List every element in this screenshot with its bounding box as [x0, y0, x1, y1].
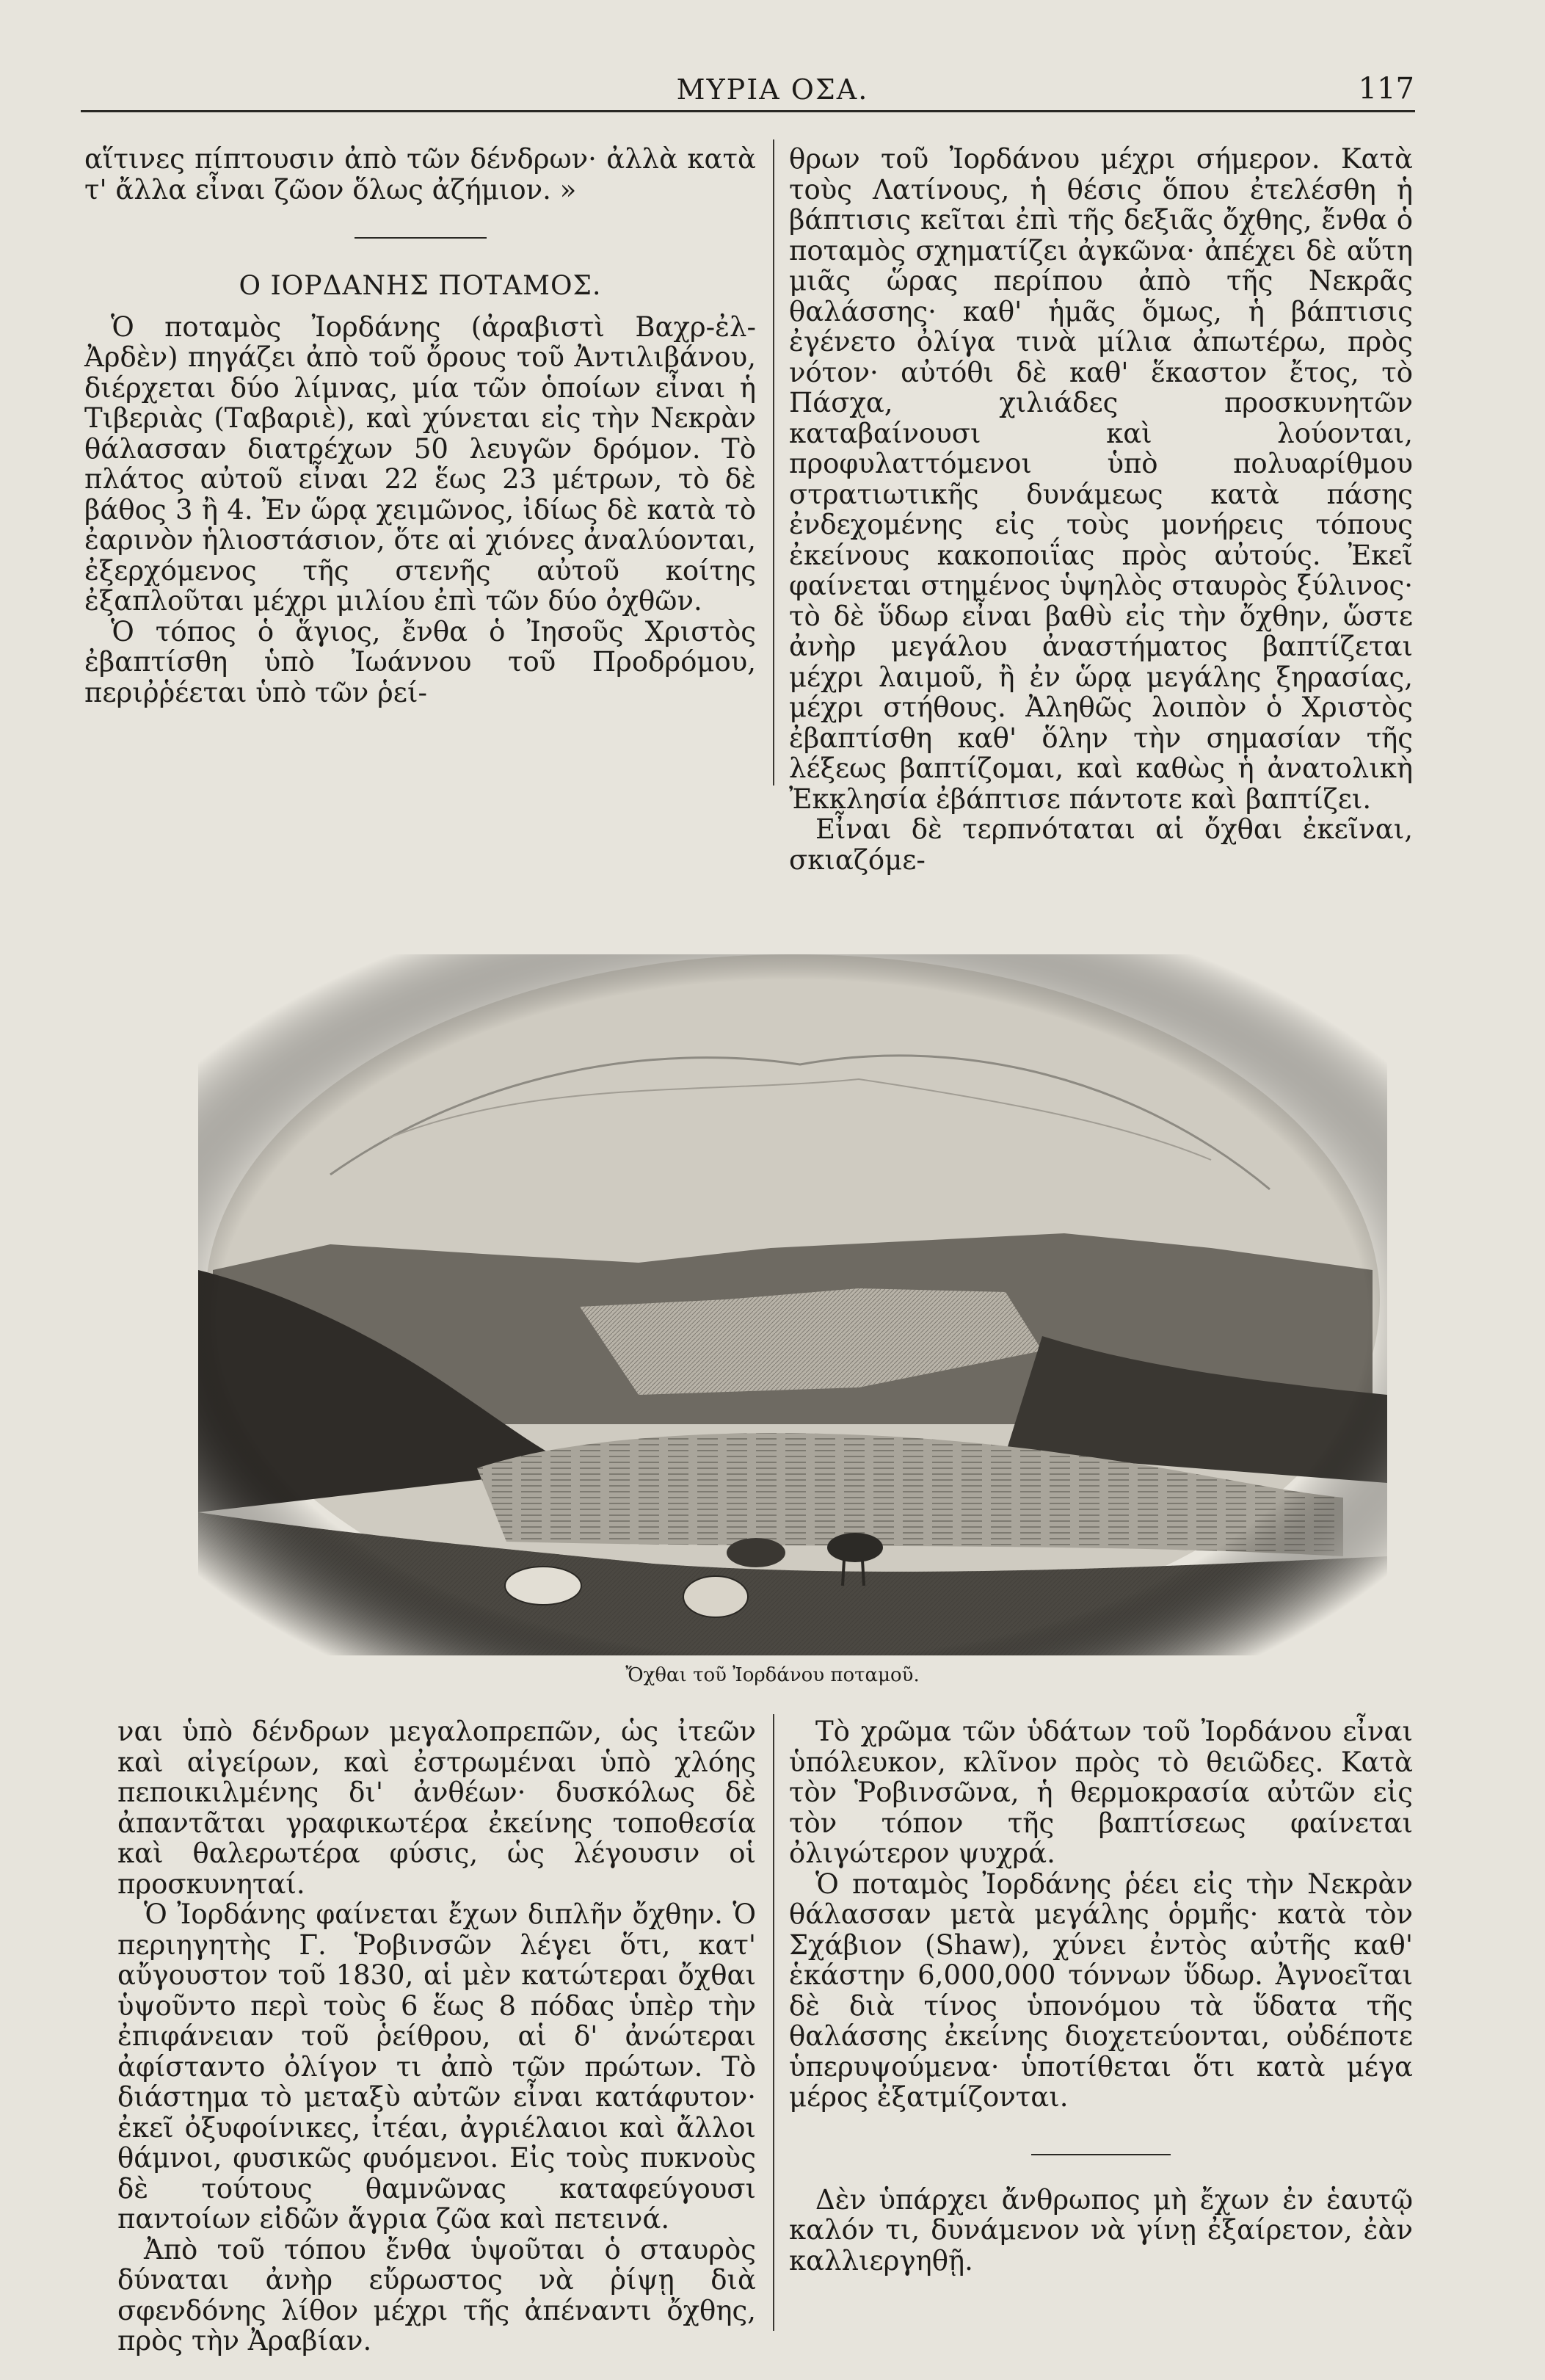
running-title: ΜΥΡΙΑ ΟΣΑ.	[676, 73, 869, 106]
top-left-column	[84, 144, 756, 708]
article-paragraph: Ὁ τόπος ὁ ἅγιος, ἔνθα ὁ Ἰησοῦς Χριστὸς ἐβαπτίσθη ὑπὸ Ἰωάννου τοῦ Προδρόμου, περιῤῥέεται ὑπὸ τῶν ῥεί-	[84, 615, 756, 708]
article-paragraph: Ὁ Ἰορδάνης φαίνεται ἔχων διπλῆν ὄχθην. Ὁ περιηγητὴς Γ. Ῥοβινσῶν λέγει ὅτι, κατ' αὔγουστον τοῦ 1830, αἱ μὲν κατώτεραι ὄχθαι ὑψοῦντο περὶ τοὺς 6 ἕως 8 πόδας ὑπὲρ τὴν ἐπιφάνειαν τοῦ ῥείθρου, αἱ δ' ἀνώτεραι ἀφίσταντο ὀλίγον τι ἀπὸ τῶν πρώτων. Τὸ διάστημα τὸ μεταξὺ αὐτῶν εἶναι κατάφυτον· ἐκεῖ ὀξυφοίνικες, ἰτέαι, ἀγριέλαιοι καὶ ἄλλοι θάμνοι, φυσικῶς φυόμενοι. Εἰς τοὺς πυκνοὺς δὲ τούτους θαμνῶνας καταφεύγουσι παντοίων εἰδῶν ἄγρια ζῶα καὶ πετεινά.	[117, 1898, 756, 2235]
engraving-image	[198, 954, 1387, 1655]
article-paragraph: ναι ὑπὸ δένδρων μεγαλοπρεπῶν, ὡς ἰτεῶν καὶ αἰγείρων, καὶ ἐστρωμέναι ὑπὸ χλόης πεποικιλμένης δι' ἀνθέων· δυσκόλως δὲ ἀπαντᾶται γραφικωτέρα ἐκείνης τοποθεσία καὶ θαλερωτέρα φύσις, ὡς λέγουσιν οἱ προσκυνηταί.	[117, 1716, 756, 1900]
proverb-block	[789, 2154, 1413, 2276]
section-divider	[355, 237, 487, 239]
article-paragraph: Εἶναι δὲ τερπνόταται αἱ ὄχθαι ἐκεῖναι, σκιαζόμε-	[789, 813, 1413, 876]
illustration-caption: Ὄχθαι τοῦ Ἰορδάνου ποταμοῦ.	[625, 1664, 920, 1686]
article-paragraph: Ὁ ποταμὸς Ἰορδάνης (ἀραβιστὶ Βαχρ-ἐλ-Ἀρδὲν) πηγάζει ἀπὸ τοῦ ὄρους τοῦ Ἀντιλιβάνου, διέρχεται δύο λίμνας, μία τῶν ὁποίων εἶναι ἡ Τιβεριὰς (Ταβαριὲ), καὶ χύνεται εἰς τὴν Νεκρὰν θάλασσαν διατρέχων 50 λευγῶν δρόμον. Τὸ πλάτος αὐτοῦ εἶναι 22 ἕως 23 μέτρων, τὸ δὲ βάθος 3 ἢ 4. Ἐν ὥρᾳ χειμῶνος, ἰδίως δὲ κατὰ τὸ ἐαρινὸν ἡλιοστάσιον, ὅτε αἱ χιόνες ἀναλύονται, ἐξερχόμενος τῆς στενῆς αὐτοῦ κοίτης ἐξαπλοῦται μέχρι μιλίου ἐπὶ τῶν δύο ὀχθῶν.	[84, 311, 756, 617]
column-divider-top	[773, 139, 774, 786]
bottom-left-column	[117, 1716, 756, 2357]
column-divider-bottom	[773, 1714, 774, 2331]
article-paragraph: Τὸ χρῶμα τῶν ὑδάτων τοῦ Ἰορδάνου εἶναι ὑπόλευκον, κλῖνον πρὸς τὸ θειῶδες. Κατὰ τὸν Ῥοβινσῶνα, ἡ θερμοκρασία αὐτῶν εἰς τὸν τόπον τῆς βαπτίσεως φαίνεται ὀλιγώτερον ψυχρά.	[789, 1716, 1413, 1869]
top-right-column	[789, 144, 1413, 875]
article-paragraph: Ἀπὸ τοῦ τόπου ἔνθα ὑψοῦται ὁ σταυρὸς δύναται ἀνὴρ εὔρωστος νὰ ῥίψῃ διὰ σφενδόνης λίθον μέχρι τῆς ἀπέναντι ὄχθης, πρὸς τὴν Ἀραβίαν.	[117, 2233, 756, 2357]
river-engraving	[198, 954, 1387, 1655]
continuation-text: αἵτινες πίπτουσιν ἀπὸ τῶν δένδρων· ἀλλὰ κατὰ τ' ἄλλα εἶναι ζῶον ὅλως ἀζήμιον. »	[84, 143, 756, 206]
bottom-right-column	[789, 1716, 1413, 2276]
article-heading: Ο ΙΟΡΔΑΝΗΣ ΠΟΤΑΜΟΣ.	[239, 271, 602, 301]
header-rule	[81, 110, 1415, 112]
page-number: 117	[1358, 72, 1414, 106]
article-paragraph: Ὁ ποταμὸς Ἰορδάνης ῥέει εἰς τὴν Νεκρὰν θάλασσαν μετὰ μεγάλης ὁρμῆς· κατὰ τὸν Σχάβιον (Shaw), χύνει ἐντὸς αὐτῆς καθ' ἑκάστην 6,000,000 τόννων ὕδωρ. Ἀγνοεῖται δὲ διὰ τίνος ὑπονόμου τὰ ὕδατα τῆς θαλάσσης ἐκείνης διοχετεύονται, οὐδέποτε ὑπερυψούμενα· ὑποτίθεται ὅτι κατὰ μέγα μέρος ἐξατμίζονται.	[789, 1868, 1413, 2113]
proverb-text: Δὲν ὑπάρχει ἄνθρωπος μὴ ἔχων ἐν ἑαυτῷ καλόν τι, δυνάμενον νὰ γίνῃ ἐξαίρετον, ἐὰν καλλιεργηθῇ.	[789, 2183, 1413, 2276]
proverb-divider	[1031, 2154, 1171, 2155]
article-paragraph: θρων τοῦ Ἰορδάνου μέχρι σήμερον. Κατὰ τοὺς Λατίνους, ἡ θέσις ὅπου ἐτελέσθη ἡ βάπτισις κεῖται ἐπὶ τῆς δεξιᾶς ὄχθης, ἔνθα ὁ ποταμὸς σχηματίζει ἀγκῶνα· ἀπέχει δὲ αὕτη μιᾶς ὥρας περίπου ἀπὸ τῆς Νεκρᾶς θαλάσσης· καθ' ἡμᾶς ὅμως, ἡ βάπτισις ἐγένετο ὀλίγα τινὰ μίλια ἀπωτέρω, πρὸς νότον· αὐτόθι δὲ καθ' ἕκαστον ἔτος, τὸ Πάσχα, χιλιάδες προσκυνητῶν καταβαίνουσι καὶ λούονται, προφυλαττόμενοι ὑπὸ πολυαρίθμου στρατιωτικῆς δυνάμεως κατὰ πάσης ἐνδεχομένης εἰς τοὺς μονήρεις τόπους ἐκείνους κακοποιΐας πρὸς αὐτούς. Ἐκεῖ φαίνεται στημένος ὑψηλὸς σταυρὸς ξύλινος· τὸ δὲ ὕδωρ εἶναι βαθὺ εἰς τὴν ὄχθην, ὥστε ἀνὴρ μεγάλου ἀναστήματος βαπτίζεται μέχρι λαιμοῦ, ἢ ἐν ὥρᾳ μεγάλης ξηρασίας, μέχρι στήθους. Ἀληθῶς λοιπὸν ὁ Χριστὸς ἐβαπτίσθη καθ' ὅλην τὴν σημασίαν τῆς λέξεως βαπτίζομαι, καὶ καθὼς ἡ ἀνατολικὴ Ἐκκλησία ἐβάπτισε πάντοτε καὶ βαπτίζει.	[789, 143, 1413, 815]
